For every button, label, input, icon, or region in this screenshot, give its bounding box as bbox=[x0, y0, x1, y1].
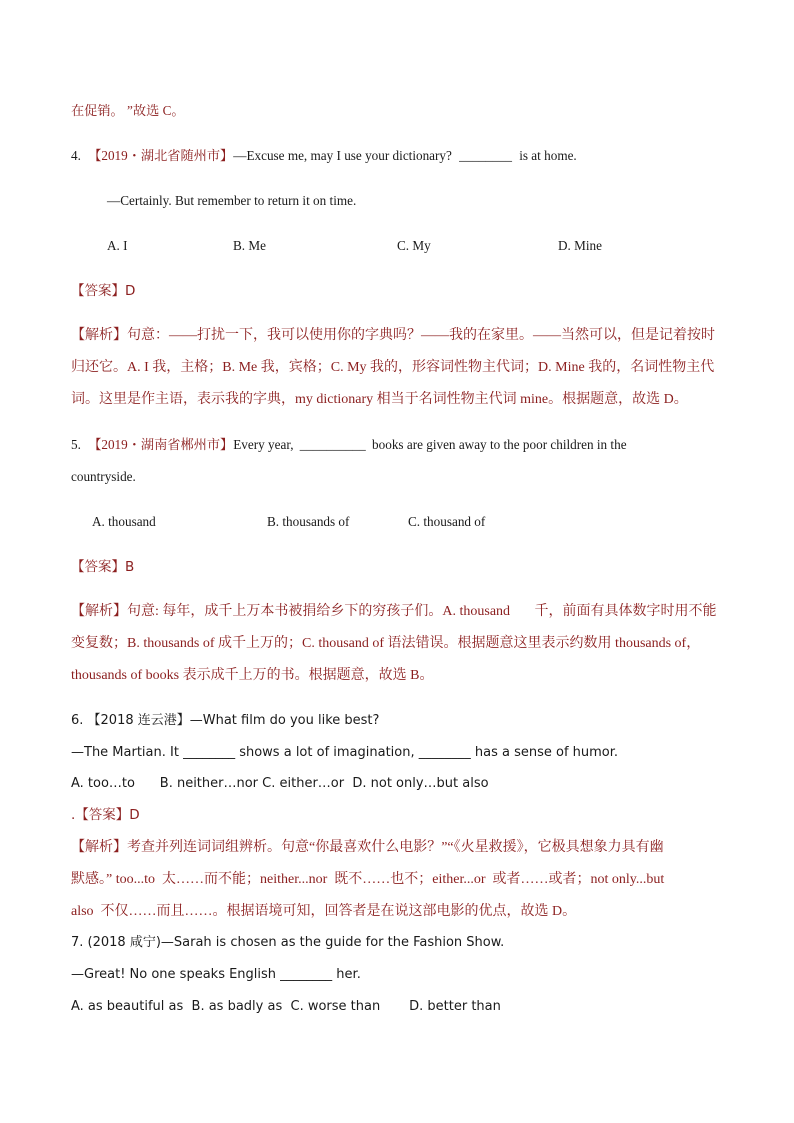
analysis-line: 【解析】句意：——打扰一下，我可以使用你的字典吗？——我的在家里。——当然可以，但是记着按时 bbox=[71, 328, 715, 343]
answer-blank: ________ bbox=[459, 148, 512, 163]
question-source: 【2019・湖北省随州市】 bbox=[88, 148, 234, 163]
answer-label: 【答案】B bbox=[71, 559, 135, 575]
question-4-reply: —Certainly. But remember to return it on time. bbox=[107, 193, 357, 208]
option-b: B. Me bbox=[233, 238, 266, 253]
answer-label: 【答案】D bbox=[71, 283, 136, 299]
analysis-line: 【解析】句意: 每年，成千上万本书被捐给乡下的穷孩子们。A. thousand 千，前面有具体数字时用不能 bbox=[71, 604, 717, 619]
analysis-line: also 不仅……而且……。根据语境可知，回答者是在说这部电影的优点，故选 D。 bbox=[71, 904, 577, 919]
question-number: 4. bbox=[71, 148, 81, 163]
question-7-reply: —Great! No one speaks English ________ her. bbox=[71, 967, 361, 982]
option-c: C. My bbox=[397, 238, 431, 253]
question-text-tail: books are given away to the poor children in the bbox=[372, 437, 627, 452]
analysis-line: thousands of books 表示成千上万的书。根据题意，故选 B。 bbox=[71, 668, 434, 683]
question-text: —Excuse me, may I use your dictionary? bbox=[233, 148, 452, 163]
question-7-options: A. as beautiful as B. as badly as C. worse than D. better than bbox=[71, 999, 501, 1014]
analysis-line: 变复数；B. thousands of 成千上万的；C. thousand of 语法错误。根据题意这里表示约数用 thousands of， bbox=[71, 636, 701, 651]
option-d: D. Mine bbox=[558, 238, 602, 253]
question-4-stem bbox=[71, 147, 577, 165]
analysis-line: 【解析】考查并列连词词组辨析。句意“你最喜欢什么电影？”“《火星救援》，它极具想象力具有幽 bbox=[71, 840, 664, 855]
question-7-stem: 7. (2018 咸宁)—Sarah is chosen as the guide for the Fashion Show. bbox=[71, 935, 505, 950]
question-text-tail: is at home. bbox=[519, 148, 577, 163]
question-5-stem bbox=[71, 436, 627, 454]
question-6-options: A. too…to B. neither…nor C. either…or D. not only…but also bbox=[71, 776, 489, 791]
analysis-line: 词。这里是作主语，表示我的字典，my dictionary 相当于名词性物主代词 mine。根据题意，故选 D。 bbox=[71, 392, 688, 407]
question-text: Every year, bbox=[233, 437, 294, 452]
question-6-reply: —The Martian. It ________ shows a lot of imagination, ________ has a sense of humor. bbox=[71, 745, 619, 760]
analysis-line: 默感。” too...to 太……而不能；neither...nor 既不……也不；either...or 或者……或者；not only...but bbox=[71, 872, 665, 887]
answer-blank: __________ bbox=[299, 437, 366, 452]
option-a: A. I bbox=[107, 238, 128, 253]
option-a: A. thousand bbox=[92, 514, 156, 529]
option-c: C. thousand of bbox=[408, 514, 486, 529]
previous-analysis-tail: 在促销。 ”故选 C。 bbox=[71, 103, 185, 118]
option-b: B. thousands of bbox=[267, 514, 350, 529]
answer-label: .【答案】D bbox=[71, 807, 140, 823]
question-6-stem: 6. 【2018 连云港】—What film do you like best? bbox=[71, 713, 380, 728]
question-number: 5. bbox=[71, 437, 81, 452]
question-5-stem-line2: countryside. bbox=[71, 469, 136, 484]
analysis-line: 归还它。A. I 我，主格；B. Me 我，宾格；C. My 我的，形容词性物主代词；D. Mine 我的，名词性物主代 bbox=[71, 360, 715, 375]
question-source: 【2019・湖南省郴州市】 bbox=[88, 437, 234, 452]
